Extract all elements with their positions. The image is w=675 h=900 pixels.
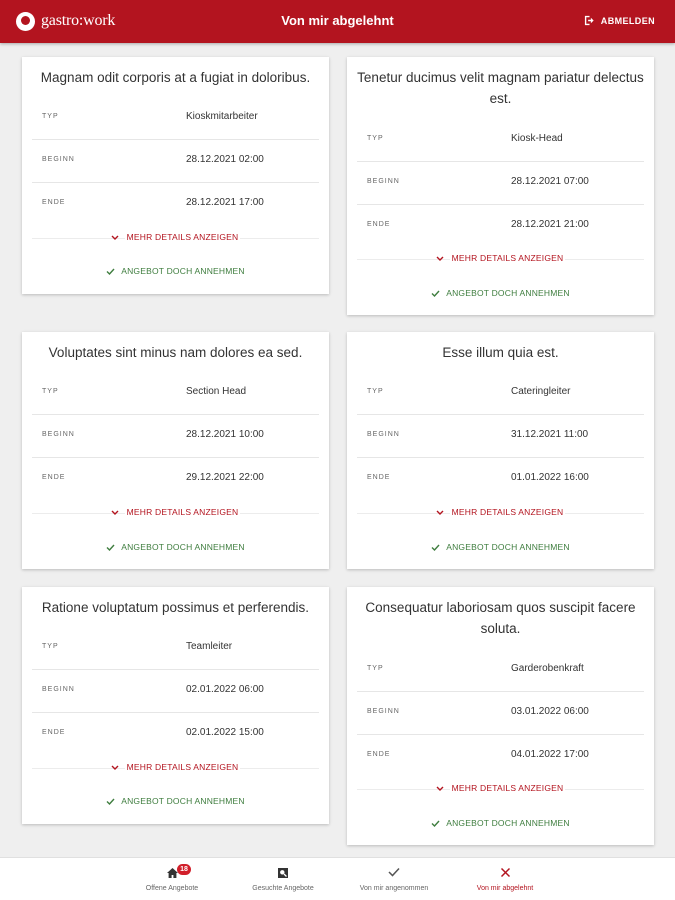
beginn-row [32,140,319,183]
ende-label: ENDE [42,729,66,736]
check-icon [431,820,440,827]
offer-title: Ratione voluptatum possimus et perferendis. [41,600,310,615]
beginn-value: 28.12.2021 07:00 [511,176,589,187]
nav-label: Gesuchte Angebote [252,885,314,892]
offer-card [347,332,654,569]
logout-label: ABMELDEN [600,15,655,26]
typ-row [357,372,644,415]
offer-title: Magnam odit corporis at a fugiat in doloribus. [40,70,311,85]
more-details-label: MEHR DETAILS ANZEIGEN [126,232,239,242]
typ-row [357,119,644,162]
accept-offer-label: ANGEBOT DOCH ANNEHMEN [446,542,570,552]
beginn-label: BEGINN [42,431,75,438]
check-icon [106,544,115,551]
close-icon [500,867,511,878]
nav-offene-angebote[interactable] [117,858,227,900]
more-details-label: MEHR DETAILS ANZEIGEN [126,507,239,517]
more-details-label: MEHR DETAILS ANZEIGEN [451,507,564,517]
offer-title: Esse illum quia est. [442,345,559,360]
accept-offer-button[interactable] [22,796,329,806]
chevron-down-icon [111,235,119,241]
beginn-value: 28.12.2021 02:00 [186,154,264,165]
ende-value: 04.01.2022 17:00 [511,749,589,760]
ende-value: 01.01.2022 16:00 [511,472,589,483]
check-icon [431,290,440,297]
typ-label: TYP [367,665,384,672]
beginn-label: BEGINN [367,708,400,715]
offer-title: Voluptates sint minus nam dolores ea sed. [48,345,303,360]
offer-title: Consequatur laboriosam quos suscipit facere soluta. [365,600,636,636]
nav-von-mir-angenommen[interactable] [339,858,449,900]
check-icon [431,544,440,551]
ende-row [32,713,319,756]
offer-count-badge: 18 [177,864,191,875]
ende-label: ENDE [367,474,391,481]
typ-label: TYP [367,388,384,395]
typ-label: TYP [42,388,59,395]
ende-row [32,183,319,226]
nav-gesuchte-angebote[interactable] [228,858,338,900]
offer-card [347,587,654,845]
check-icon [106,798,115,805]
typ-row [32,627,319,670]
typ-row [357,649,644,692]
beginn-row [32,670,319,713]
beginn-value: 03.01.2022 06:00 [511,706,589,717]
accept-offer-button[interactable] [22,542,329,552]
more-details-label: MEHR DETAILS ANZEIGEN [451,783,564,793]
typ-value: Section Head [186,386,247,397]
nav-label: Von mir angenommen [359,885,429,892]
typ-value: Kiosk-Head [511,133,563,144]
accept-offer-button[interactable] [347,818,654,828]
chevron-down-icon [436,256,444,262]
typ-value: Teamleiter [186,641,233,652]
more-details-button[interactable] [22,507,329,517]
typ-row [32,97,319,140]
brand-name: gastro:work [41,12,116,29]
ende-label: ENDE [367,221,391,228]
more-details-button[interactable] [347,783,654,793]
beginn-label: BEGINN [367,431,400,438]
offer-card [22,57,329,294]
accept-offer-label: ANGEBOT DOCH ANNEHMEN [121,542,245,552]
chevron-down-icon [436,510,444,516]
ende-row [357,205,644,248]
accept-offer-button[interactable] [347,288,654,298]
typ-label: TYP [367,135,384,142]
ende-label: ENDE [367,751,391,758]
beginn-value: 02.01.2022 06:00 [186,684,264,695]
typ-label: TYP [42,113,59,120]
typ-label: TYP [42,643,59,650]
nav-label: Von mir abgelehnt [476,885,534,892]
more-details-label: MEHR DETAILS ANZEIGEN [451,253,564,263]
beginn-value: 31.12.2021 11:00 [511,429,589,440]
beginn-label: BEGINN [42,686,75,693]
check-icon [106,268,115,275]
ende-label: ENDE [42,199,66,206]
ende-row [357,458,644,501]
accept-offer-label: ANGEBOT DOCH ANNEHMEN [121,796,245,806]
nav-von-mir-abgelehnt[interactable] [450,858,560,900]
offer-card [347,57,654,315]
logout-icon [584,15,595,26]
typ-value: Cateringleiter [511,386,571,397]
beginn-row [32,415,319,458]
bottom-navigation [0,857,675,900]
offer-card [22,587,329,824]
chevron-down-icon [111,510,119,516]
more-details-label: MEHR DETAILS ANZEIGEN [126,762,239,772]
ende-row [357,735,644,778]
typ-value: Garderobenkraft [511,663,584,674]
typ-value: Kioskmitarbeiter [186,111,258,122]
ende-value: 28.12.2021 21:00 [511,219,589,230]
offer-title: Tenetur ducimus velit magnam pariatur delectus est. [357,70,644,106]
typ-row [32,372,319,415]
nav-label: Offene Angebote [145,885,199,892]
beginn-row [357,415,644,458]
logout-button[interactable] [584,15,655,26]
accept-offer-button[interactable] [347,542,654,552]
app-bar [0,0,675,43]
offer-card [22,332,329,569]
accept-offer-label: ANGEBOT DOCH ANNEHMEN [446,818,570,828]
beginn-label: BEGINN [367,178,400,185]
ende-value: 29.12.2021 22:00 [186,472,264,483]
beginn-value: 28.12.2021 10:00 [186,429,264,440]
more-details-button[interactable] [22,762,329,772]
more-details-button[interactable] [22,232,329,242]
accept-offer-button[interactable] [22,266,329,276]
accept-offer-label: ANGEBOT DOCH ANNEHMEN [446,288,570,298]
ende-value: 28.12.2021 17:00 [186,197,264,208]
check-icon [388,867,400,877]
accept-offer-label: ANGEBOT DOCH ANNEHMEN [121,266,245,276]
beginn-label: BEGINN [42,156,75,163]
chevron-down-icon [436,786,444,792]
more-details-button[interactable] [347,507,654,517]
beginn-row [357,162,644,205]
more-details-button[interactable] [347,253,654,263]
page-title: Von mir abgelehnt [281,13,394,28]
search-box-icon [277,867,289,879]
ende-label: ENDE [42,474,66,481]
ende-value: 02.01.2022 15:00 [186,727,264,738]
ende-row [32,458,319,501]
chevron-down-icon [111,765,119,771]
beginn-row [357,692,644,735]
